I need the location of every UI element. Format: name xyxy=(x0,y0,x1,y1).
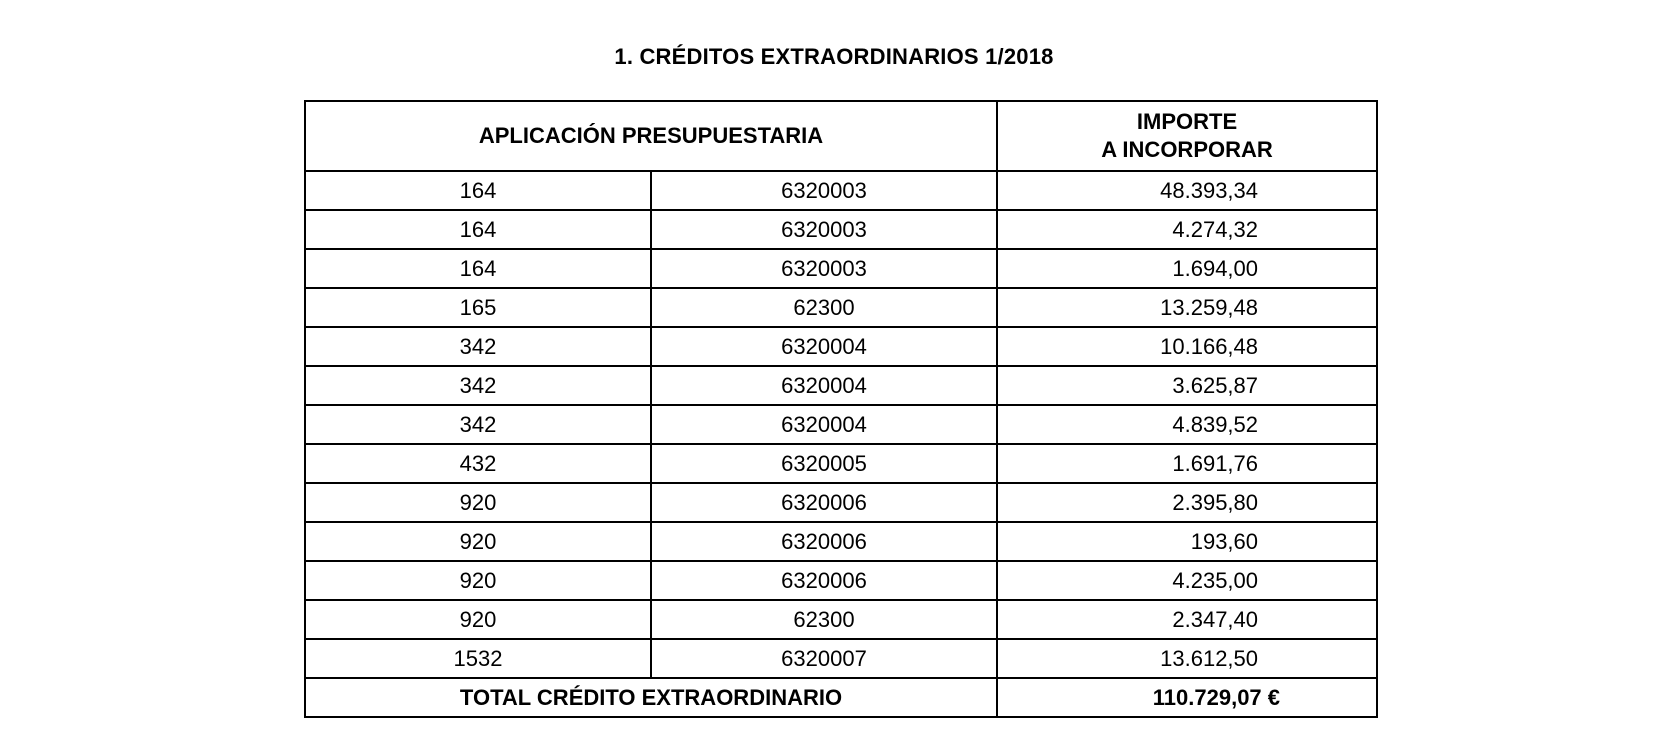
cell-amount: 10.166,48 xyxy=(997,327,1377,366)
cell-program: 164 xyxy=(305,171,651,210)
budget-table xyxy=(304,100,1378,718)
table-row xyxy=(305,249,1377,288)
cell-economic: 6320005 xyxy=(651,444,997,483)
table-row xyxy=(305,288,1377,327)
cell-amount: 193,60 xyxy=(997,522,1377,561)
cell-economic: 6320003 xyxy=(651,210,997,249)
cell-amount: 13.612,50 xyxy=(997,639,1377,678)
header-amount xyxy=(997,101,1377,171)
cell-amount: 2.347,40 xyxy=(997,600,1377,639)
cell-program: 920 xyxy=(305,561,651,600)
cell-amount: 2.395,80 xyxy=(997,483,1377,522)
table-header-row xyxy=(305,101,1377,171)
cell-economic: 6320006 xyxy=(651,522,997,561)
cell-economic: 6320004 xyxy=(651,405,997,444)
cell-economic: 62300 xyxy=(651,288,997,327)
table-row xyxy=(305,171,1377,210)
header-application: APLICACIÓN PRESUPUESTARIA xyxy=(305,101,997,171)
cell-economic: 6320007 xyxy=(651,639,997,678)
cell-program: 1532 xyxy=(305,639,651,678)
table-row xyxy=(305,639,1377,678)
cell-program: 165 xyxy=(305,288,651,327)
cell-amount: 1.694,00 xyxy=(997,249,1377,288)
cell-amount: 48.393,34 xyxy=(997,171,1377,210)
cell-economic: 6320003 xyxy=(651,171,997,210)
table-row xyxy=(305,444,1377,483)
cell-program: 920 xyxy=(305,483,651,522)
total-amount: 110.729,07 € xyxy=(997,678,1377,717)
cell-program: 342 xyxy=(305,327,651,366)
table-row xyxy=(305,366,1377,405)
cell-amount: 4.274,32 xyxy=(997,210,1377,249)
cell-economic: 62300 xyxy=(651,600,997,639)
cell-amount: 3.625,87 xyxy=(997,366,1377,405)
cell-economic: 6320004 xyxy=(651,366,997,405)
cell-economic: 6320006 xyxy=(651,561,997,600)
cell-economic: 6320004 xyxy=(651,327,997,366)
table-row xyxy=(305,483,1377,522)
cell-amount: 4.235,00 xyxy=(997,561,1377,600)
cell-program: 164 xyxy=(305,249,651,288)
cell-amount: 1.691,76 xyxy=(997,444,1377,483)
header-amount-line1: IMPORTE xyxy=(1136,109,1238,134)
document-title: 1. CRÉDITOS EXTRAORDINARIOS 1/2018 xyxy=(614,44,1054,69)
table-row xyxy=(305,327,1377,366)
cell-program: 920 xyxy=(305,600,651,639)
header-amount-line2: A INCORPORAR xyxy=(1101,137,1273,162)
table-row xyxy=(305,600,1377,639)
cell-amount: 4.839,52 xyxy=(997,405,1377,444)
total-row xyxy=(305,678,1377,717)
table-row xyxy=(305,561,1377,600)
total-label: TOTAL CRÉDITO EXTRAORDINARIO xyxy=(305,678,997,717)
cell-program: 342 xyxy=(305,405,651,444)
cell-program: 432 xyxy=(305,444,651,483)
table-row xyxy=(305,405,1377,444)
table-row xyxy=(305,210,1377,249)
cell-amount: 13.259,48 xyxy=(997,288,1377,327)
table-row xyxy=(305,522,1377,561)
cell-program: 342 xyxy=(305,366,651,405)
cell-program: 164 xyxy=(305,210,651,249)
table-body xyxy=(305,171,1377,678)
cell-economic: 6320003 xyxy=(651,249,997,288)
cell-economic: 6320006 xyxy=(651,483,997,522)
cell-program: 920 xyxy=(305,522,651,561)
